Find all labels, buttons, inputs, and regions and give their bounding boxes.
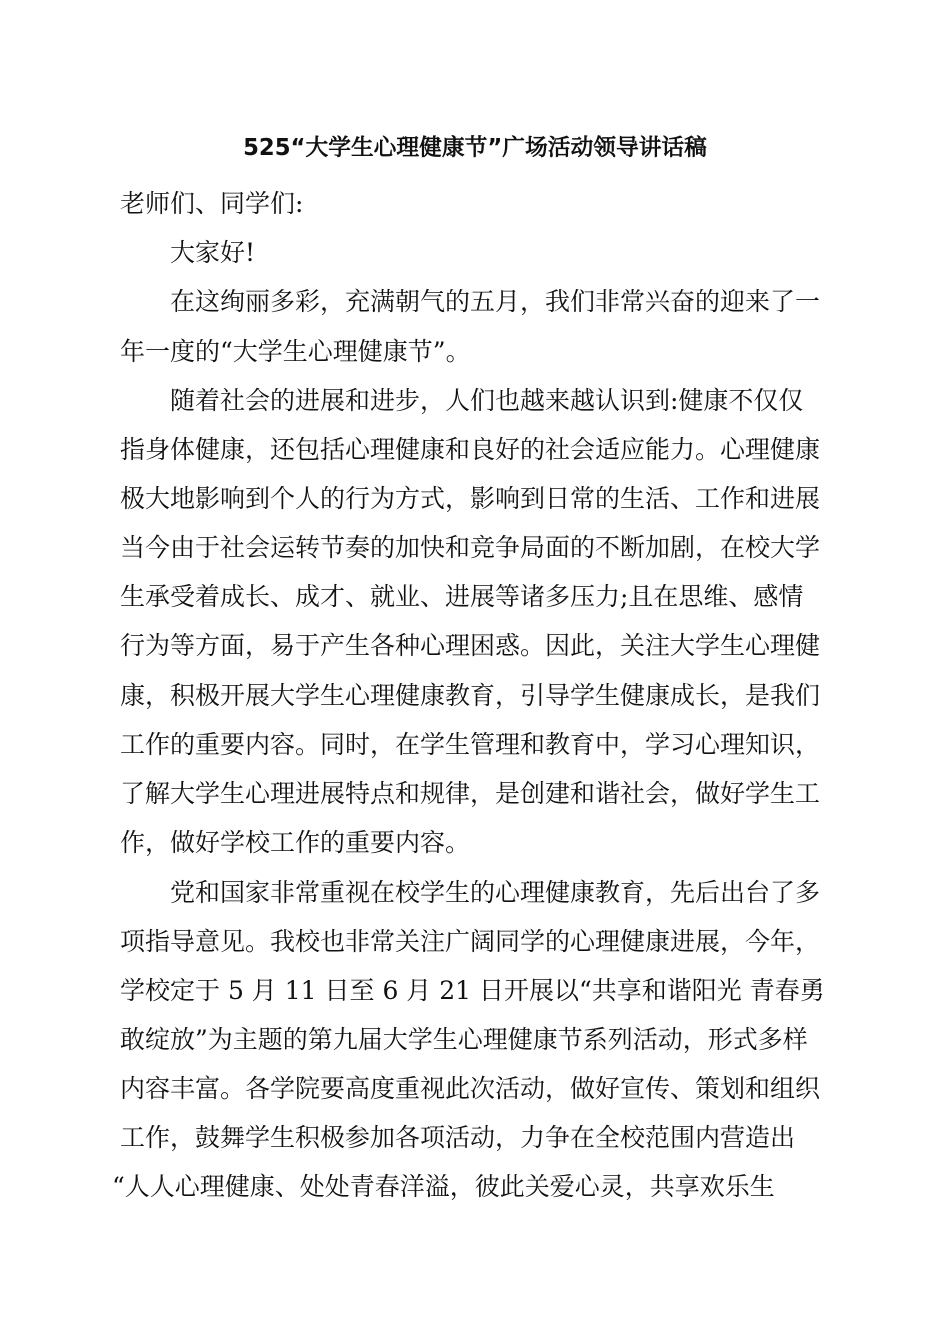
paragraph-line: 党和国家非常重视在校学生的心理健康教育，先后出台了多 — [170, 878, 821, 907]
greeting-line: 大家好! — [170, 238, 256, 267]
paragraph-line: 敢绽放”为主题的第九届大学生心理健康节系列活动，形式多样 — [120, 1025, 808, 1054]
paragraph-line: 极大地影响到个人的行为方式，影响到日常的生活、工作和进展 — [120, 484, 821, 513]
paragraph-line: 指身体健康，还包括心理健康和良好的社会适应能力。心理健康 — [120, 435, 821, 464]
paragraph-line: 当今由于社会运转节奏的加快和竞争局面的不断加剧，在校大学 — [120, 533, 821, 562]
paragraph-line: “人人心理健康、处处青春洋溢，彼此关爱心灵，共享欢乐生 — [112, 1172, 775, 1201]
paragraph-line: 生承受着成长、成才、就业、进展等诸多压力;且在思维、感情 — [120, 582, 804, 611]
paragraph-line: 在这绚丽多彩，充满朝气的五月，我们非常兴奋的迎来了一 — [170, 287, 821, 316]
paragraph-line: 作，做好学校工作的重要内容。 — [120, 828, 471, 857]
paragraph-line: 行为等方面，易于产生各种心理困惑。因此，关注大学生心理健 — [120, 631, 821, 660]
paragraph-line: 年一度的“大学生心理健康节”。 — [120, 337, 471, 366]
paragraph-line: 学校定于 5 月 11 日至 6 月 21 日开展以“共享和谐阳光 青春勇 — [120, 976, 825, 1005]
paragraph-line: 项指导意见。我校也非常关注广阔同学的心理健康进展，今年， — [120, 927, 821, 956]
paragraph-line: 内容丰富。各学院要高度重视此次活动，做好宣传、策划和组织 — [120, 1074, 821, 1103]
paragraph-line: 工作的重要内容。同时，在学生管理和教育中，学习心理知识， — [120, 730, 821, 759]
document-title: 525“大学生心理健康节”广场活动领导讲话稿 — [243, 135, 707, 161]
paragraph-line: 工作，鼓舞学生积极参加各项活动，力争在全校范围内营造出 — [120, 1123, 796, 1152]
salutation-line: 老师们、同学们: — [120, 189, 304, 218]
paragraph-line: 康，积极开展大学生心理健康教育，引导学生健康成长，是我们 — [120, 681, 821, 710]
paragraph-line: 了解大学生心理进展特点和规律，是创建和谐社会，做好学生工 — [120, 779, 821, 808]
paragraph-line: 随着社会的进展和进步，人们也越来越认识到:健康不仅仅 — [170, 386, 804, 415]
